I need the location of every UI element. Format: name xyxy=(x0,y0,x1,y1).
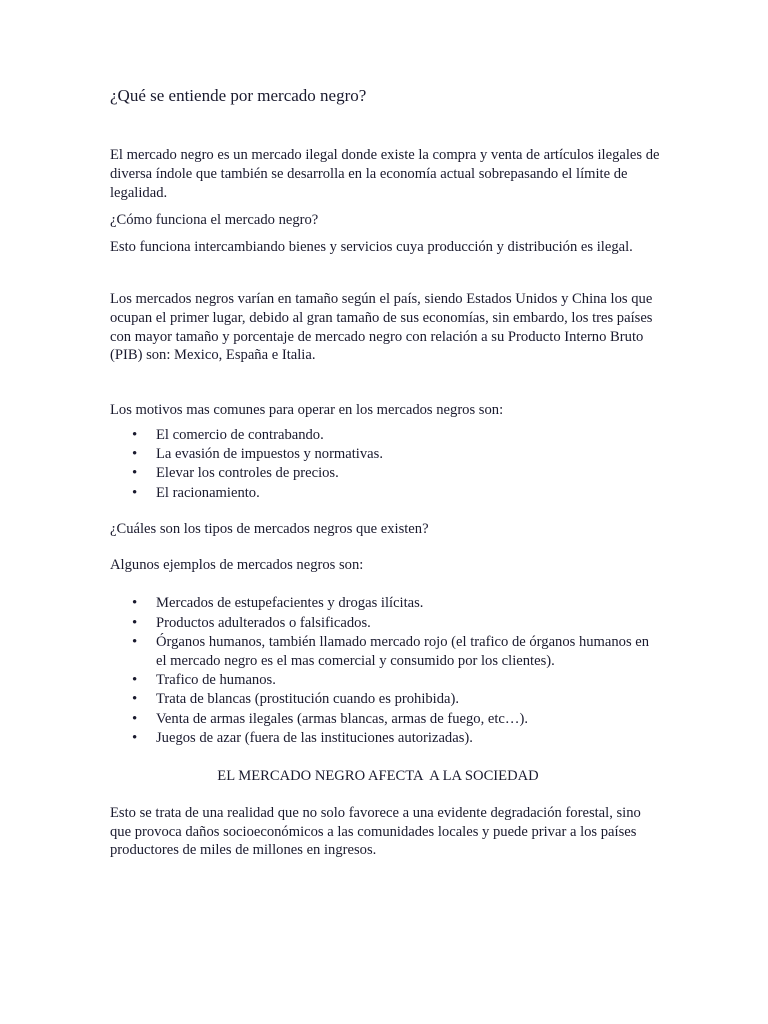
examples-intro: Algunos ejemplos de mercados negros son: xyxy=(110,556,364,573)
list-item: • El racionamiento. xyxy=(156,484,662,503)
list-item: • Productos adulterados o falsificados. xyxy=(156,614,662,633)
examples-list xyxy=(110,594,662,748)
list-item: • Elevar los controles de precios. xyxy=(156,464,662,483)
document-page xyxy=(110,84,662,860)
intro-paragraph: El mercado negro es un mercado ilegal donde existe la compra y venta de artículos ilegales de diversa índole que también se desarrolla en la economía actual sobrepasando el límite de legalidad. xyxy=(110,147,660,201)
motives-intro: Los motivos mas comunes para operar en los mercados negros son: xyxy=(110,402,504,419)
sizes-paragraph: Los mercados negros varían en tamaño según el país, siendo Estados Unidos y China los que ocupan el primer lugar, debido al gran tamaño de sus economías, sin embardo, los tres países con mayor tamaño y porcentaje de mercado negro con relación a su Producto Interno Bruto (PIB) son: Mexico, España e Italia. xyxy=(110,290,653,364)
list-item: • Mercados de estupefacientes y drogas ilícitas. xyxy=(156,594,662,613)
list-item: • La evasión de impuestos y normativas. xyxy=(156,445,662,464)
question-function: ¿Cómo funciona el mercado negro? xyxy=(110,212,319,229)
list-item: • Venta de armas ilegales (armas blancas, armas de fuego, etc…). xyxy=(156,710,662,729)
list-item: • El comercio de contrabando. xyxy=(156,426,662,445)
section-heading: EL MERCADO NEGRO AFECTA A LA SOCIEDAD xyxy=(217,768,539,784)
list-item: • Juegos de azar (fuera de las instituciones autorizadas). xyxy=(156,729,662,748)
list-item: • Órganos humanos, también llamado mercado rojo (el trafico de órganos humanos en el mercado negro es el mas comercial y consumido por los clientes). xyxy=(156,633,662,671)
motives-list xyxy=(110,426,662,503)
list-item: • Trafico de humanos. xyxy=(156,671,662,690)
closing-paragraph: Esto se trata de una realidad que no solo favorece a una evidente degradación forestal, sino que provoca daños socioeconómicos a las comunidades locales y puede privar a los países productores de miles de millones en ingresos. xyxy=(110,804,641,859)
answer-function: Esto funciona intercambiando bienes y servicios cuya producción y distribución es ilegal. xyxy=(110,239,633,256)
document-title: ¿Qué se entiende por mercado negro? xyxy=(110,86,367,105)
list-item: • Trata de blancas (prostitución cuando es prohibida). xyxy=(156,690,662,709)
question-types: ¿Cuáles son los tipos de mercados negros que existen? xyxy=(110,520,429,537)
